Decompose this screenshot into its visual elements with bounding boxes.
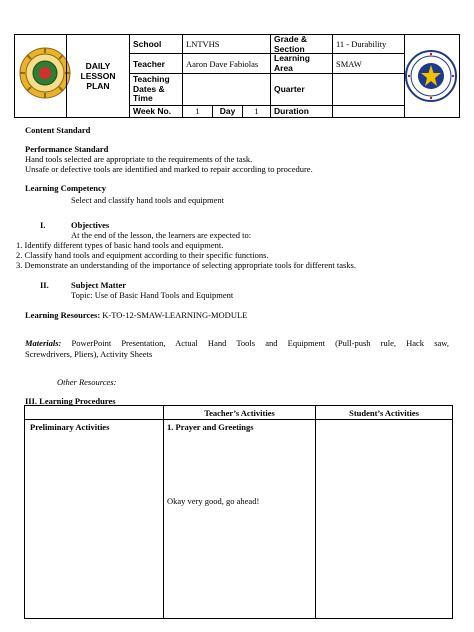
preliminary-activities-cell (25, 420, 164, 618)
preliminary-activities-label: Preliminary Activities (30, 422, 110, 432)
teacher-value: Aaron Dave Fabiolas (183, 54, 271, 74)
materials-label: Materials: (25, 338, 62, 348)
objective-item-2: 2. Classify hand tools and equipment according to their specific functions. (16, 250, 269, 260)
teaching-dates-value (183, 74, 271, 106)
learning-resources-label: Learning Resources: (25, 310, 101, 320)
teacher-line: Okay very good, go ahead! (167, 496, 260, 506)
student-activities-cell (316, 420, 452, 618)
header-table (14, 34, 460, 118)
learning-resources (25, 310, 247, 320)
week-label: Week No. (130, 106, 183, 118)
content-standard-heading: Content Standard (25, 125, 91, 135)
subject-matter-heading: Subject Matter (71, 280, 126, 290)
school-value: LNTVHS (183, 35, 271, 54)
materials-line-2: Screwdrivers, Pliers), Activity Sheets (25, 349, 153, 359)
objectives-number: I. (40, 220, 46, 230)
performance-line-2: Unsafe or defective tools are identified and marked to repair according to procedure. (25, 164, 313, 174)
other-resources: Other Resources: (57, 377, 117, 387)
prayer-greetings: 1. Prayer and Greetings (167, 422, 254, 432)
learning-area-value: SMAW (333, 54, 405, 74)
subject-matter-number: II. (40, 280, 49, 290)
proc-header-blank (25, 406, 164, 420)
learning-resources-value: K-TO-12-SMAW-LEARNING-MODULE (102, 310, 248, 320)
teacher-label: Teacher (130, 54, 183, 74)
dlp-line-2: LESSON (80, 71, 116, 81)
subject-topic: Topic: Use of Basic Hand Tools and Equipment (71, 290, 234, 300)
grade-section-value: 11 - Durability (333, 35, 405, 54)
dlp-line-1: DAILY (85, 61, 111, 71)
quarter-value (333, 74, 405, 106)
school-label: School (130, 35, 183, 54)
learning-procedures-heading: III. Learning Procedures (25, 396, 116, 406)
week-value: 1 (183, 106, 213, 118)
deped-seal-logo (405, 50, 457, 102)
daily-lesson-plan-cell (67, 35, 130, 118)
materials-line-1 (25, 338, 449, 348)
materials-text-1: PowerPoint Presentation, Actual Hand Tools and Equipment (Pull-push rule, Hack saw, (71, 338, 449, 348)
teaching-dates-label: Teaching Dates & Time (130, 74, 183, 106)
grade-section-label: Grade & Section (271, 35, 333, 54)
competency-text: Select and classify hand tools and equipment (71, 195, 224, 205)
objectives-heading: Objectives (71, 220, 110, 230)
performance-line-1: Hand tools selected are appropriate to the requirements of the task. (25, 154, 253, 164)
teacher-activities-cell (164, 420, 316, 618)
dlp-line-3: PLAN (86, 81, 110, 91)
teacher-activities-header: Teacher’s Activities (164, 406, 316, 420)
logo-cell (15, 35, 67, 118)
objective-item-1: 1. Identify different types of basic hand tools and equipment. (16, 240, 224, 250)
procedures-table (24, 405, 453, 619)
day-value: 1 (243, 106, 271, 118)
quarter-label: Quarter (271, 74, 333, 106)
student-activities-header: Student’s Activities (316, 406, 452, 420)
objective-item-3: 3. Demonstrate an understanding of the importance of selecting appropriate tools for different tasks. (16, 260, 356, 270)
duration-label: Duration (271, 106, 333, 118)
objectives-intro: At the end of the lesson, the learners are expected to: (71, 230, 252, 240)
learning-competency-heading: Learning Competency (25, 183, 106, 193)
learning-area-label: Learning Area (271, 54, 333, 74)
duration-value (333, 106, 405, 118)
performance-standard-heading: Performance Standard (25, 144, 109, 154)
day-label: Day (213, 106, 243, 118)
